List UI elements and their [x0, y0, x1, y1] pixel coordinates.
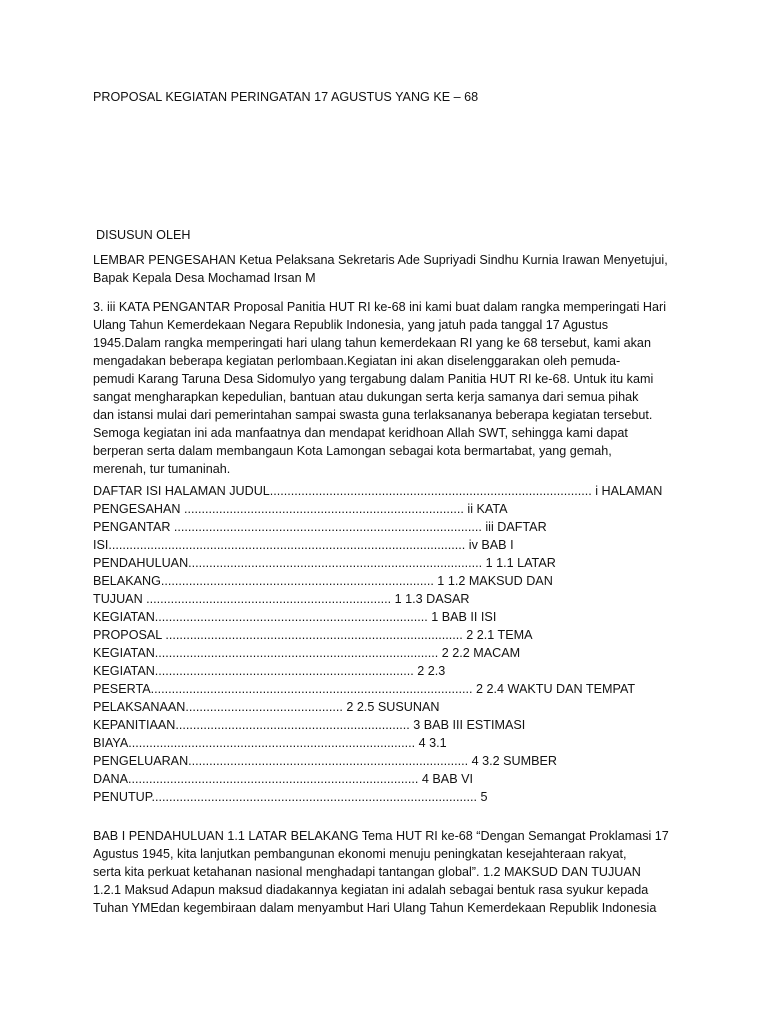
- paragraph-line: Agustus 1945, kita lanjutkan pembangunan ekonomi menuju peningkatan kesejahteraan rakyat,: [93, 847, 627, 861]
- paragraph-line: 1945.Dalam rangka memperingati hari ulang tahun kemerdekaan RI yang ke 68 tersebut, kami akan: [93, 336, 651, 350]
- toc-line: PELAKSANAAN............................................. 2 2.5 SUSUNAN: [93, 700, 440, 714]
- toc-line: DAFTAR ISI HALAMAN JUDUL............................................................................................ i HALAMAN: [93, 484, 663, 498]
- toc-line: PROPOSAL ..................................................................................... 2 2.1 TEMA: [93, 628, 533, 642]
- title-line: PROPOSAL KEGIATAN PERINGATAN 17 AGUSTUS YANG KE – 68: [93, 90, 479, 104]
- paragraph-line: LEMBAR PENGESAHAN Ketua Pelaksana Sekretaris Ade Supriyadi Sindhu Kurnia Irawan Menyetujui,: [93, 253, 668, 267]
- toc-line: KEGIATAN.......................................................................... 2 2.3: [93, 664, 446, 678]
- toc-line: BIAYA.................................................................................. 4 3.1: [93, 736, 447, 750]
- toc-line: PENGELUARAN................................................................................ 4 3.2 SUMBER: [93, 754, 557, 768]
- toc-line: PESERTA............................................................................................ 2 2.4 WAKTU DAN TEMPAT: [93, 682, 636, 696]
- toc-line: PENDAHULUAN.................................................................................... 1 1.1 LATAR: [93, 556, 556, 570]
- toc-line: KEGIATAN.............................................................................. 1 BAB II ISI: [93, 610, 497, 624]
- paragraph-line: dan istansi mulai dari pemerintahan sampai swasta guna terlaksananya beberapa kegiatan tersebut.: [93, 408, 653, 422]
- paragraph-line: Ulang Tahun Kemerdekaan Negara Republik Indonesia, yang jatuh pada tanggal 17 Agustus: [93, 318, 609, 332]
- toc-line: KEPANITIAAN................................................................... 3 BAB III ESTIMASI: [93, 718, 526, 732]
- paragraph-line: Bapak Kepala Desa Mochamad Irsan M: [93, 271, 316, 285]
- paragraph-line: Tuhan YMEdan kegembiraan dalam menyambut Hari Ulang Tahun Kemerdekaan Republik Indonesia: [93, 901, 657, 915]
- foreword-paragraph: [93, 298, 678, 478]
- paragraph-line: mengadakan beberapa kegiatan perlombaan.Kegiatan ini akan diselenggarakan oleh pemuda-: [93, 354, 621, 368]
- paragraph-line: BAB I PENDAHULUAN 1.1 LATAR BELAKANG Tema HUT RI ke-68 “Dengan Semangat Proklamasi 17: [93, 829, 669, 843]
- toc-line: TUJUAN ...................................................................... 1 1.3 DASAR: [93, 592, 470, 606]
- paragraph-line: Semoga kegiatan ini ada manfaatnya dan mendapat keridhoan Allah SWT, sehingga kami dapat: [93, 426, 628, 440]
- paragraph-line: 1.2.1 Maksud Adapun maksud diadakannya kegiatan ini adalah sebagai bentuk rasa syukur kepada: [93, 883, 649, 897]
- toc-line: PENUTUP............................................................................................. 5: [93, 790, 488, 804]
- toc-line: BELAKANG.............................................................................. 1 1.2 MAKSUD DAN: [93, 574, 553, 588]
- toc-line: ISI...................................................................................................... iv BAB I: [93, 538, 514, 552]
- paragraph-line: serta kita perkuat ketahanan nasional menghadapi tantangan global”. 1.2 MAKSUD DAN TUJUAN: [93, 865, 641, 879]
- paragraph-line: merenah, tur tumaninah.: [93, 462, 231, 476]
- table-of-contents: [93, 482, 678, 806]
- paragraph-line: sangat mengharapkan kepedulian, bantuan atau dukungan serta kerja samanya dari semua pihak: [93, 390, 639, 404]
- paragraph-line: 3. iii KATA PENGANTAR Proposal Panitia HUT RI ke-68 ini kami buat dalam rangka memperingati Hari: [93, 300, 667, 314]
- document-title: [93, 88, 678, 106]
- paragraph-line: berperan serta dalam membangaun Kota Lamongan sebagai kota bermartabat, yang gemah,: [93, 444, 612, 458]
- paragraph-line: pemudi Karang Taruna Desa Sidomulyo yang tergabung dalam Panitia HUT RI ke-68. Untuk itu kami: [93, 372, 654, 386]
- prepared-by-label: [96, 226, 681, 244]
- chapter-one-paragraph: [93, 827, 678, 917]
- approval-paragraph: [93, 251, 678, 287]
- toc-line: DANA................................................................................... 4 BAB VI: [93, 772, 474, 786]
- toc-line: KEGIATAN................................................................................. 2 2.2 MACAM: [93, 646, 521, 660]
- prepared-by-text: DISUSUN OLEH: [96, 228, 191, 242]
- toc-line: PENGANTAR ........................................................................................ iii DAFTAR: [93, 520, 547, 534]
- toc-line: PENGESAHAN ................................................................................ ii KATA: [93, 502, 508, 516]
